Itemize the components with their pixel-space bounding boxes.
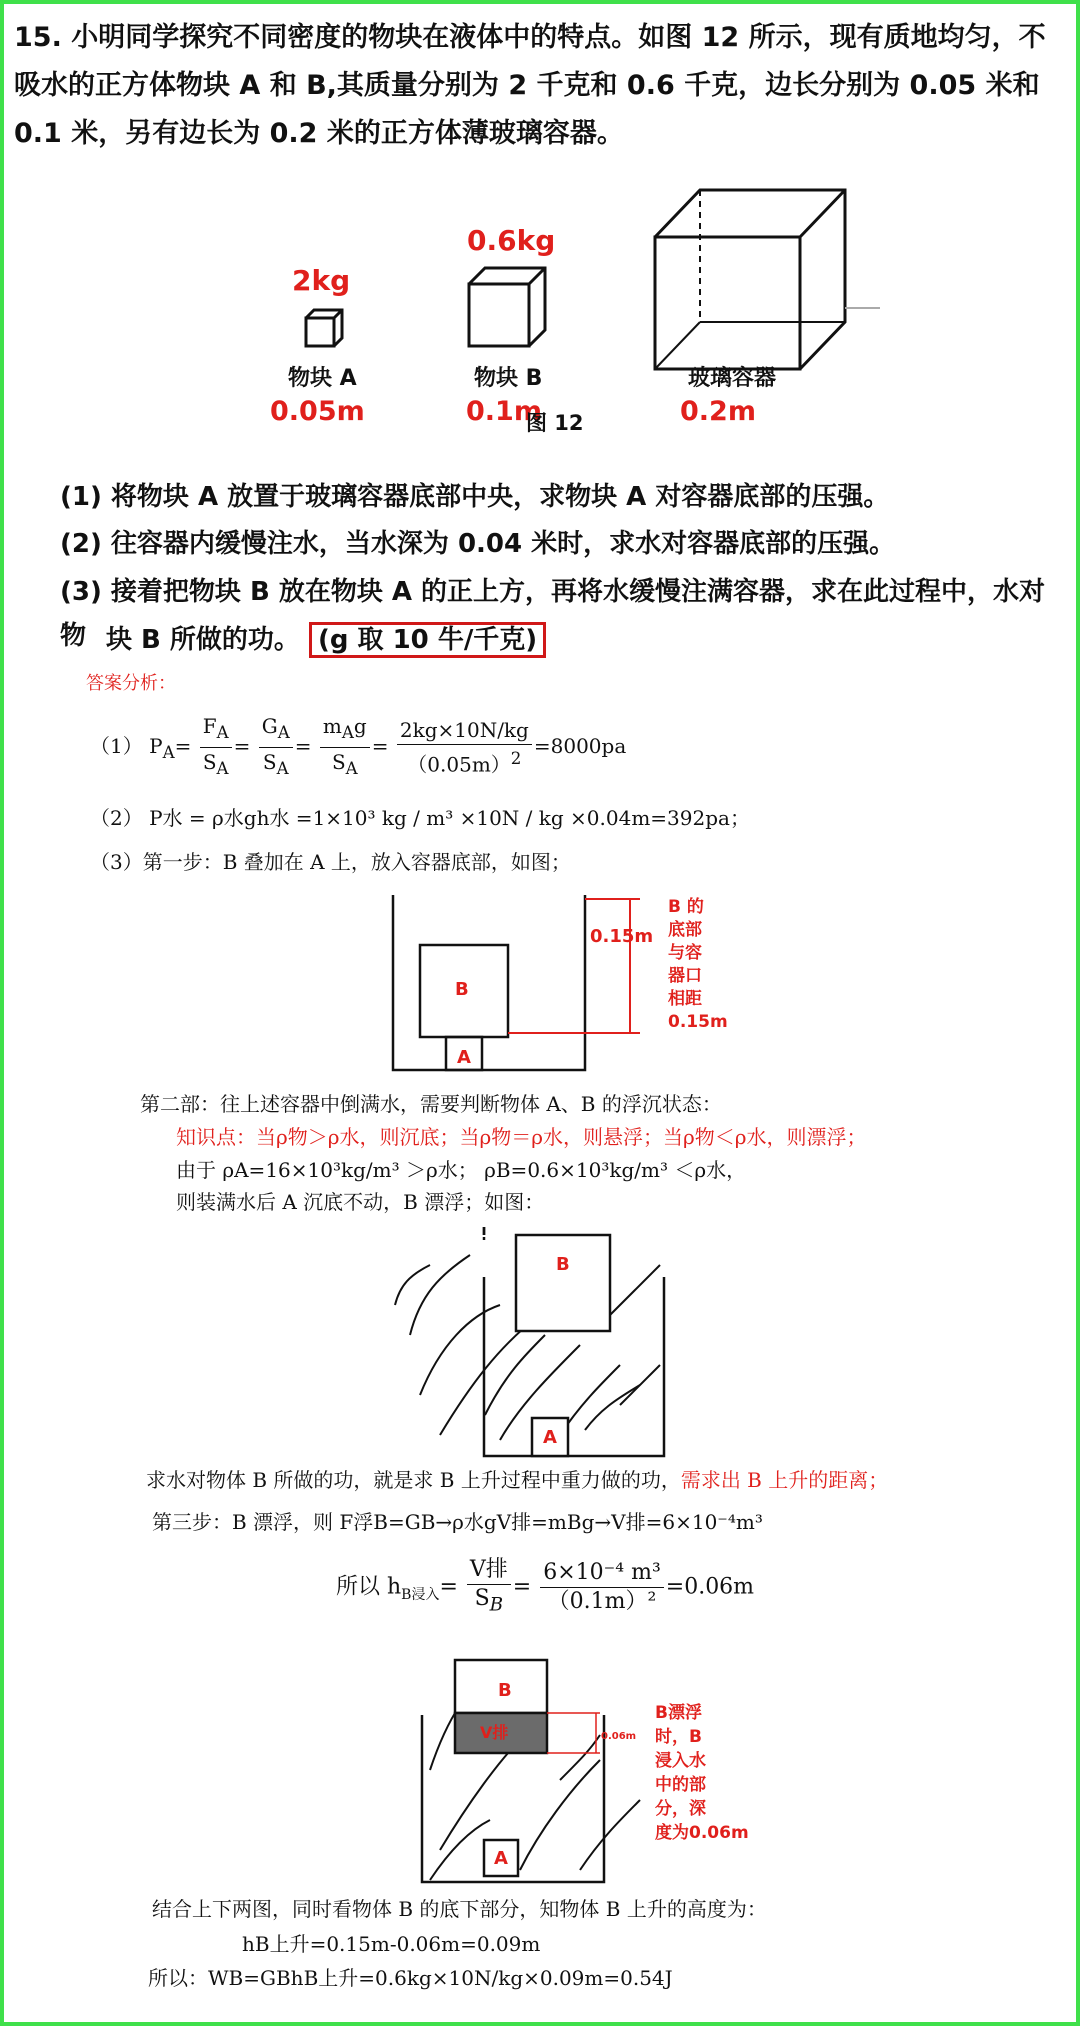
h-formula: 所以 $h_{B浸入}=$ $\frac{\text{V排}}{S_B}$ = $\frac{\text{6×10⁻⁴ m³}}{\text{（0.1m）²}}$ =0.06m [336, 1556, 754, 1619]
s1-result: =8000pa [533, 734, 627, 758]
svg-text:B漂浮: B漂浮 [655, 1703, 702, 1723]
mass-a-label: 2kg [292, 264, 351, 297]
work-line-b: 需求出 B 上升的距离； [680, 1468, 889, 1492]
svg-text:时，B: 时，B [655, 1727, 702, 1747]
question-title: 15. 小明同学探究不同密度的物块在液体中的特点。如图 12 所示，现有质地均匀，不吸水的正方体物块 A 和 B,其质量分别为 2 千克和 0.6 千克，边长分别为 0.05 米和 0.1 米，另有边长为 0.2 米的正方体薄玻璃容器。 [14, 22, 1046, 149]
s1-frac-3: $\frac{m_Ag}{S_A}$ [320, 712, 370, 783]
question-part-2: (2) 往容器内缓慢注水，当水深为 0.04 米时，求水对容器底部的压强。 [60, 529, 896, 559]
fig3-note [655, 1702, 749, 1843]
fig3-vlabel: V排 [480, 1723, 509, 1742]
fig1-block-a: A [457, 1047, 471, 1068]
fig3-dim: 0.06m [601, 1731, 637, 1742]
step2-title: 第二部：往上述容器中倒满水，需要判断物体 A、B 的浮沉状态： [140, 1092, 722, 1116]
question-part-3-line-1: (3) 接着把物块 B 放在物块 A 的正上方，再将水缓慢注满容器，求在此过程中，水对物 [60, 577, 1046, 651]
side-c-label: 0.2m [680, 396, 756, 427]
fig2-block-a: A [543, 1427, 557, 1448]
solution-step-1: （1） $P_A=$ $\frac{F_A}{S_A}$ = $\frac{G_A}{S_A}$ = $\frac{m_Ag}{S_A}$ = $\frac{2kg\times 10N/kg}{(0.05m)^2}$ =8000pa [90, 712, 626, 783]
svg-text:底部: 底部 [668, 920, 702, 940]
svg-text:浸入水: 浸入水 [655, 1751, 706, 1771]
s1-sub: A [162, 743, 175, 762]
solution-step-2: （2） P水 = ρ水gh水 =1×10³ kg / m³ ×10N / kg ×0.04m=392pa； [90, 806, 750, 830]
s1-p: P [149, 734, 163, 758]
svg-text:器口: 器口 [668, 966, 702, 986]
block-a-label: 物块 A [288, 366, 357, 391]
h-result: =0.06m [665, 1574, 755, 1600]
fig1-note [667, 896, 728, 1032]
h-rise-line: hB上升=0.15m-0.06m=0.09m [242, 1932, 541, 1956]
side-a-label: 0.05m [270, 396, 365, 427]
figure-12 [0, 180, 1080, 450]
s1-prefix: （1） [90, 734, 143, 758]
question-part-3-line-2 [106, 618, 546, 662]
svg-text:B 的: B 的 [668, 897, 704, 917]
work-line-a: 求水对物体 B 所做的功，就是求 B 上升过程中重力做的功， [146, 1468, 681, 1492]
final-answer: 所以：WB=GBhB上升=0.6kg×10N/kg×0.09m=0.54J [148, 1966, 673, 1990]
fig3-block-a: A [494, 1848, 508, 1869]
because-line: 由于 ρA=16×10³kg/m³ ＞ρ水； ρB=0.6×10³kg/m³ ＜ρ水， [176, 1158, 747, 1182]
figure-float-full [0, 1225, 1080, 1465]
question-part-1: (1) 将物块 A 放置于玻璃容器底部中央，求物块 A 对容器底部的压强。 [60, 482, 890, 512]
fig2-block-b: B [556, 1254, 570, 1275]
svg-text:度为0.06m: 度为0.06m [655, 1823, 749, 1843]
work-line [146, 1466, 888, 1494]
cube-a-drawing [306, 310, 342, 346]
figure-stacked-blocks [0, 885, 1080, 1075]
question-part-3-text: 块 B 所做的功。 [106, 625, 300, 655]
svg-text:相距: 相距 [668, 989, 702, 1009]
g-note-box: (g 取 10 牛/千克) [309, 622, 546, 658]
block-b-label: 物块 B [474, 366, 543, 391]
side-b-label: 0.1m [466, 396, 542, 427]
combine-line: 结合上下两图，同时看物体 B 的底下部分，知物体 B 上升的高度为： [152, 1897, 767, 1921]
figure-caption: 图 12 [526, 411, 584, 435]
fig1-block-b: B [455, 979, 469, 1000]
glass-container-drawing [655, 190, 880, 369]
fig1-dim-label: 0.15m [590, 926, 654, 947]
s1-frac-4: $\frac{2kg\times 10N/kg}{(0.05m)^2}$ [397, 716, 532, 779]
step3-line: 第三步：B 漂浮，则 F浮B=GB→ρ水gV排=mBg→V排=6×10⁻⁴m³ [152, 1510, 763, 1534]
solution-step-3-intro: （3）第一步：B 叠加在 A 上，放入容器底部，如图； [90, 850, 571, 874]
cube-b-drawing [469, 268, 545, 346]
solution-heading: 答案分析： [86, 673, 176, 694]
mass-b-label: 0.6kg [467, 224, 556, 257]
s1-frac-1: $\frac{F_A}{S_A}$ [200, 712, 232, 783]
fig3-block-b: B [498, 1680, 512, 1701]
container-label: 玻璃容器 [688, 366, 777, 391]
svg-text:分，深: 分，深 [655, 1799, 706, 1819]
svg-text:与容: 与容 [668, 943, 702, 963]
svg-text:0.15m: 0.15m [668, 1012, 728, 1032]
figure-float-immersed [0, 1650, 1080, 1890]
knowledge-point: 知识点：当ρ物＞ρ水，则沉底；当ρ物＝ρ水，则悬浮；当ρ物＜ρ水，则漂浮； [176, 1125, 867, 1149]
s1-frac-2: $\frac{G_A}{S_A}$ [259, 712, 293, 783]
then-line: 则装满水后 A 沉底不动，B 漂浮；如图： [176, 1190, 545, 1214]
h-frac-2: $\frac{\text{6×10⁻⁴ m³}}{\text{（0.1m）²}}$ [540, 1559, 664, 1616]
h-frac-1: $\frac{\text{V排}}{S_B}$ [467, 1556, 511, 1619]
svg-text:中的部: 中的部 [655, 1775, 706, 1795]
